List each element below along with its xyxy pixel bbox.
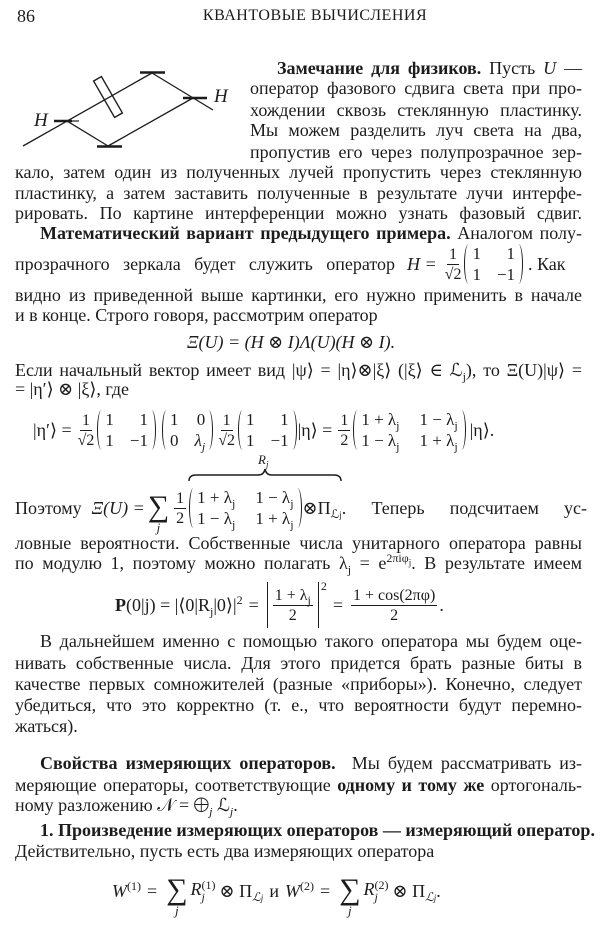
numerator: 1 [176, 489, 185, 507]
text-line: оператор фазового сдвига света при про- [250, 78, 582, 98]
text: Мы будем рассматривать из- [351, 753, 583, 773]
sum-symbol: ∑ j [166, 873, 188, 918]
beam-lower-path [67, 121, 108, 146]
text-line-with-sum [15, 483, 587, 533]
denominator: √2 [77, 431, 95, 449]
math-text: $\otimes\Pi_{ℒj}$ [302, 497, 342, 522]
text: Поэтому [15, 497, 82, 518]
text-line: кало, затем один из полученных лучей пропустить через стеклянную [15, 162, 582, 182]
text-line: пластинку, а затем заставить полученные в результате лучи интерфе- [15, 183, 582, 203]
text-line: качестве первых сомножителей (разные «приборы»). Конечно, следует [15, 674, 582, 694]
denominator: 2 [390, 606, 399, 624]
fraction [445, 245, 462, 284]
math-text: P [115, 594, 126, 615]
text-line: хождении сквозь стеклянную пластинку. [250, 100, 582, 120]
text-line: жаться). [15, 716, 78, 736]
matrix-lambda: 1 0 0 $\lambda_j$ [161, 409, 214, 451]
text-line: В дальнейшем именно с помощью такого оператора мы будем оце- [40, 631, 582, 651]
fraction [174, 489, 186, 528]
text-line: видно из приведенной выше картинки, его нужно применить в начале [15, 285, 582, 305]
matrix-h: 1 1 1 −1 [463, 243, 524, 285]
text-line-with-matrix [15, 242, 585, 286]
numerator: 1 [449, 245, 458, 263]
denominator: 2 [176, 509, 185, 527]
math-text: $W^{(1)}$ [112, 878, 141, 901]
text: ), то Ξ(U)|ψ⟩ = [465, 360, 582, 380]
overbrace-label: $R_j$ [258, 452, 269, 470]
denominator: √2 [218, 431, 236, 449]
text-line [40, 222, 582, 244]
interferometer-diagram [0, 0, 240, 170]
text: . Теперь подсчитаем ус- [341, 497, 587, 518]
absolute-value: $\frac{1 + \lambda_j}{2}$ [267, 582, 319, 628]
text-line: пропустив его через полупрозрачное зер- [250, 142, 582, 162]
math-text: $(0|j) = |⟨0|R_j|0⟩|^2$ [126, 592, 243, 619]
running-title: КВАНТОВЫЕ ВЫЧИСЛЕНИЯ [202, 7, 428, 24]
figure-label-h-left: H [34, 110, 48, 131]
section-heading: 1. Произведение измеряющих операторов — измеряющий оператор. [40, 820, 595, 840]
equation-w [112, 866, 441, 916]
text-line: меряющие операторы, соответствующие одному и тому же ортогональ- [15, 775, 583, 795]
math-h-lhs: H = [407, 253, 437, 274]
text-line: ловные вероятности. Собственные числа унитарного оператора равны [15, 533, 582, 553]
math-text: |η⟩. [469, 419, 495, 440]
text-line: = |η′⟩ ⊗ |ξ⟩, где [15, 379, 129, 399]
text-line: рировать. По картине интерференции можно узнать фазовый сдвиг. [15, 203, 582, 223]
text: . Как [528, 253, 566, 274]
text: Аналогом полу- [457, 223, 583, 243]
denominator: 2 [340, 431, 349, 449]
matrix-h: 1 1 1 −1 [96, 409, 157, 451]
text-line: нивать собственные числа. Для этого придется брать разные биты в [15, 653, 582, 673]
matrix-h: 1 1 1 −1 [237, 409, 298, 451]
math-text: Ξ(U) = [91, 497, 145, 518]
math-text: = [332, 594, 343, 615]
numerator: 1 [340, 411, 349, 429]
math-text: = [319, 880, 331, 901]
equation-eta [33, 408, 494, 452]
text-line: ному разложению 𝒩 = $⨁_j$ ℒ$_j$. [15, 795, 238, 819]
page-number: 86 [17, 6, 35, 26]
math-text: R (1) j [190, 878, 216, 904]
text: и [269, 880, 279, 901]
text-line [40, 752, 582, 774]
figure-label-h-right: H [214, 86, 228, 107]
math-var: U [543, 58, 557, 78]
math-text: R (2) j [363, 878, 389, 904]
math-text: . [436, 880, 441, 901]
text-line: Действительно, пусть есть два измеряющих оператора [15, 841, 435, 861]
math-text: |η⟩ = [297, 419, 333, 440]
matrix-result: $1 + \lambda_j$ $1 - \lambda_j$ $1 - \lambda_j$ $1 + \lambda_j$ [352, 409, 466, 451]
equation-probability: P $(0|j) = |⟨0|R_j|0⟩|^2$ = $\frac{1 + \lambda_j}{2}$ 2 = $\frac{1 + \cos(2\pi\varphi)}{2}$ . [115, 580, 444, 630]
text-line [277, 57, 582, 79]
denominator: √2 [444, 265, 462, 283]
section-heading: Свойства измеряющих операторов. [40, 753, 336, 773]
numerator: 1 [222, 411, 231, 429]
text: Пусть [489, 58, 536, 78]
numerator: 1 + cos(2πφ) [353, 586, 436, 604]
emphasis: одному и тому же [337, 775, 485, 795]
math-text: = [147, 880, 158, 901]
subscript: j [462, 369, 466, 384]
text: — [564, 58, 582, 78]
fraction [351, 586, 437, 625]
math-text: ⊗ $\Pi_{ℒj}$ [392, 880, 437, 905]
overbrace-icon [188, 468, 342, 482]
math-text: ⊗ $\Pi_{ℒj}$ [219, 880, 264, 905]
fraction [78, 411, 95, 450]
text-line: по модулю 1, поэтому можно полагать $\lambda_j = e^{2\pi i\varphi_j}$. В результате имеем [15, 551, 582, 577]
equation-xi: Ξ(U) = (H ⊗ I)Λ(U)(H ⊗ I). [187, 332, 396, 352]
text: Если начальный вектор имеет вид |ψ⟩ = |η⟩⊗|ξ⟩ (|ξ⟩ ∈ ℒ [15, 360, 463, 380]
math-text: $W^{(2)}$ [284, 878, 314, 901]
sum-symbol: ∑ j [147, 490, 170, 535]
math-lhs: |η′⟩ = [33, 419, 72, 440]
text-line: и в конце. Строго говоря, рассмотрим оператор [15, 305, 378, 325]
math-text: . [439, 594, 444, 615]
matrix-rj: $1 + \lambda_j$ $1 - \lambda_j$ $1 - \lambda_j$ $1 + \lambda_j$ [188, 487, 302, 529]
beam-lower-exit [108, 98, 193, 146]
fraction [338, 411, 350, 450]
section-heading: Математический вариант предыдущего примера. [40, 223, 451, 243]
text-line: Мы можем разделить луч света на два, [250, 120, 582, 140]
fraction [218, 411, 235, 450]
text-line: убедиться, что это корректно (т. е., что вероятности будут перемно- [15, 695, 582, 715]
sum-symbol: ∑ j [339, 873, 361, 918]
section-heading: Замечание для физиков. [277, 58, 482, 78]
math-text: = [248, 594, 259, 615]
numerator: 1 [82, 411, 91, 429]
glass-plate [94, 77, 123, 118]
text-line [40, 819, 595, 841]
text: прозрачного зеркала будет служить оператор [15, 253, 395, 274]
